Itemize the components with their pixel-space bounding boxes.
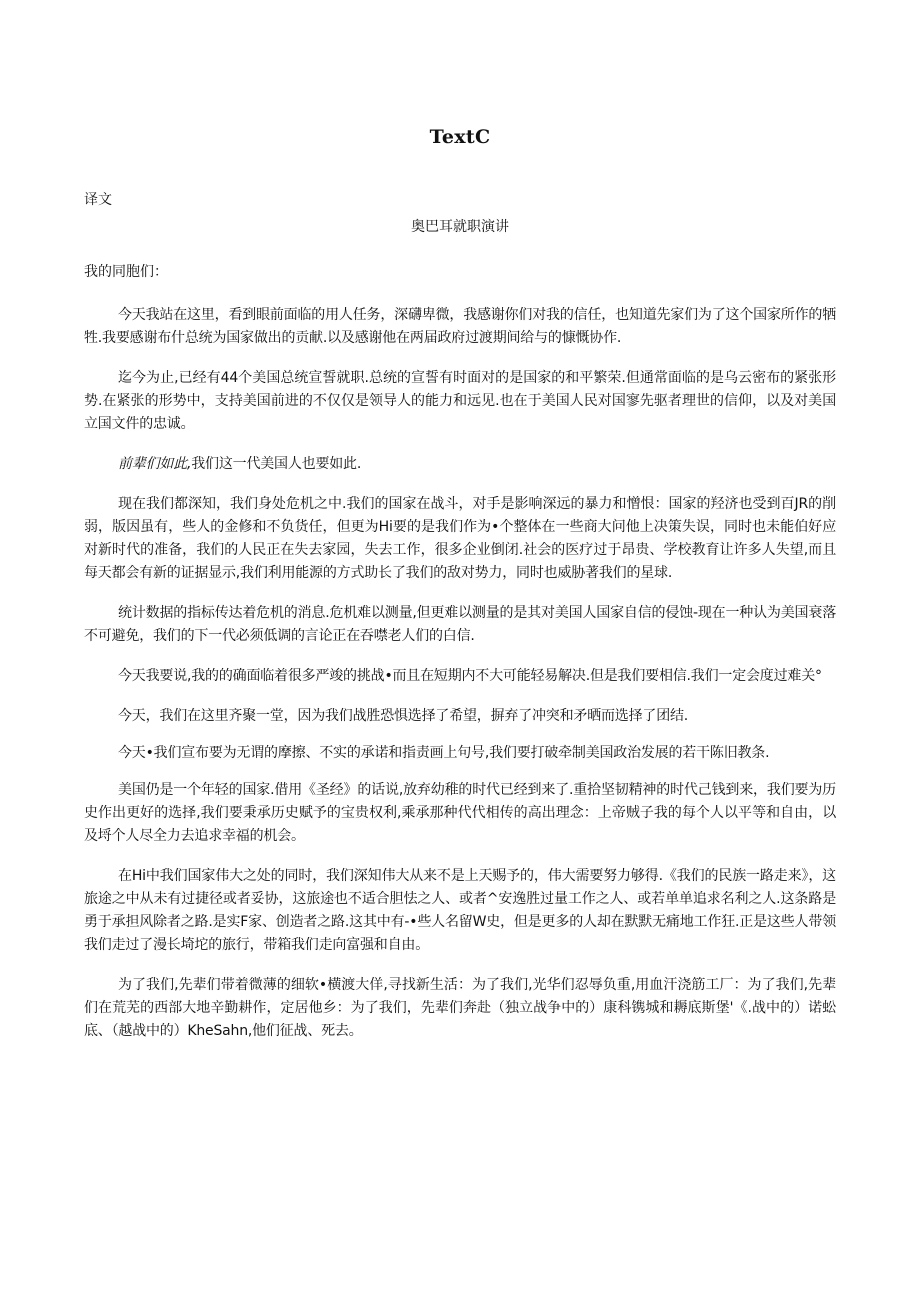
paragraph-3 bbox=[84, 453, 836, 476]
paragraph-9: 美国仍是一个年轻的国家.借用《圣经》的话说,放弃幼稚的时代已经到来了.重拾坚韧精神的时代己钱到来，我们要为历史作出更好的选择,我们要秉承历史赋予的宝贵权利,乘承那种代代相传的高出理念：上帝贼子我的每个人以平等和自由，以及埒个人尽全力去追求幸福的机会。 bbox=[84, 782, 836, 844]
paragraph-11: 为了我们,先辈们带着微薄的细软•横渡大佯,寻找新生活：为了我们,光华们忍辱负重,用血汗浇筋工厂：为了我们,先辈们在荒芜的西部大地辛勤耕作，定居他乡：为了我们，先辈们奔赴（独立战争中的）康科镌城和耨底斯堡'《.战中的）诺蚣底、（越战中的）KheSahn,他们征战、死去。 bbox=[84, 977, 836, 1039]
paragraph-5: 统计数据的指标传达着危机的消息.危机难以测量,但更难以测量的是其对美国人国家自信的侵蚀-现在一种认为美国衰落不可避免，我们的下一代必须低调的言论正在吞噤老人们的白信. bbox=[84, 605, 836, 644]
italic-lead: 前辈们如此, bbox=[118, 456, 192, 472]
paragraph-2: 迄今为止,已经有44个美国总统宣誓就职.总统的宣誓有时面对的是国家的和平繁荣.但通常面临的是乌云密布的紧张形势.在紧张的形势中，支持美国前进的不仅仅是领导人的能力和远见.也在于美国人民对国寥先驱者理世的信仰，以及对美国立国文件的忠诚。 bbox=[84, 370, 836, 432]
paragraph-1: 今天我站在这里，看到眼前面临的用人任务，深礴卑微，我感谢你们对我的信任，也知道先家们为了这个国家所作的牺牲.我要感谢布什总统为国家做出的贡献.以及感谢他在两届政府过渡期间给与的慷慨协作. bbox=[84, 307, 836, 346]
speech-title: 奥巴耳就职演讲 bbox=[411, 219, 509, 235]
section-label: 译文 bbox=[84, 192, 112, 208]
paragraph-4: 现在我们都深知，我们身处危机之中.我们的国家在战斗，对手是影响深远的暴力和憎恨：国家的羟济也受到百JR的削弱，版因虽有，些人的金修和不负货任，但更为Hi要的是我们作为•个整体在一些商大问他上决策失误，同时也未能伯好应对新时代的准备，我们的人民正在失去家园，失去工作，很多企业倒闭.社会的医疗过于昂贵、学校教育让许多人失望,而且每天都会有新的证据显示,我们利用能源的方式助长了我们的敌对势力，同时也威胁著我们的星球. bbox=[84, 496, 836, 581]
paragraph-6: 今天我要说,我的的确面临着很多严竣的挑战•而且在短期内不大可能轻易解决.但是我们要相信.我们一定会度过难关° bbox=[118, 668, 822, 684]
paragraph-7: 今天，我们在这里齐聚一堂，因为我们战胜恐惧选择了希望，摒弃了冲突和矛晒而选择了团结. bbox=[118, 708, 689, 724]
salutation: 我的同胞们： bbox=[84, 264, 168, 280]
paragraph-10: 在Hi中我们国家伟大之处的同时，我们深知伟大从来不是上天赐予的，伟大需要努力够得.《我们的民族一路走来》，这旅途之中从未有过捷径或者妥协，这旅途也不适合胆怯之人、或者^安逸胜过量工作之人、或若单单追求名利之人.这条路是勇于承担风除者之路.是实F家、创造者之路.这其中有-•些人名留W史，但是更多的人却在默默无痛地工作狂.正是这些人带领我们走过了漫长埼坨的旅行，带箱我们走向富强和自由。 bbox=[84, 868, 836, 953]
body-text bbox=[84, 304, 836, 1060]
document-title: TextC bbox=[429, 126, 491, 148]
paragraph-8: 今天•我们宣布要为无谓的摩擦、不实的承诺和指责画上句号,我们要打破牵制美国政治发展的若干陈旧教条. bbox=[118, 745, 770, 761]
paragraph-3-text: 我们这一代美国人也要如此. bbox=[191, 456, 362, 472]
